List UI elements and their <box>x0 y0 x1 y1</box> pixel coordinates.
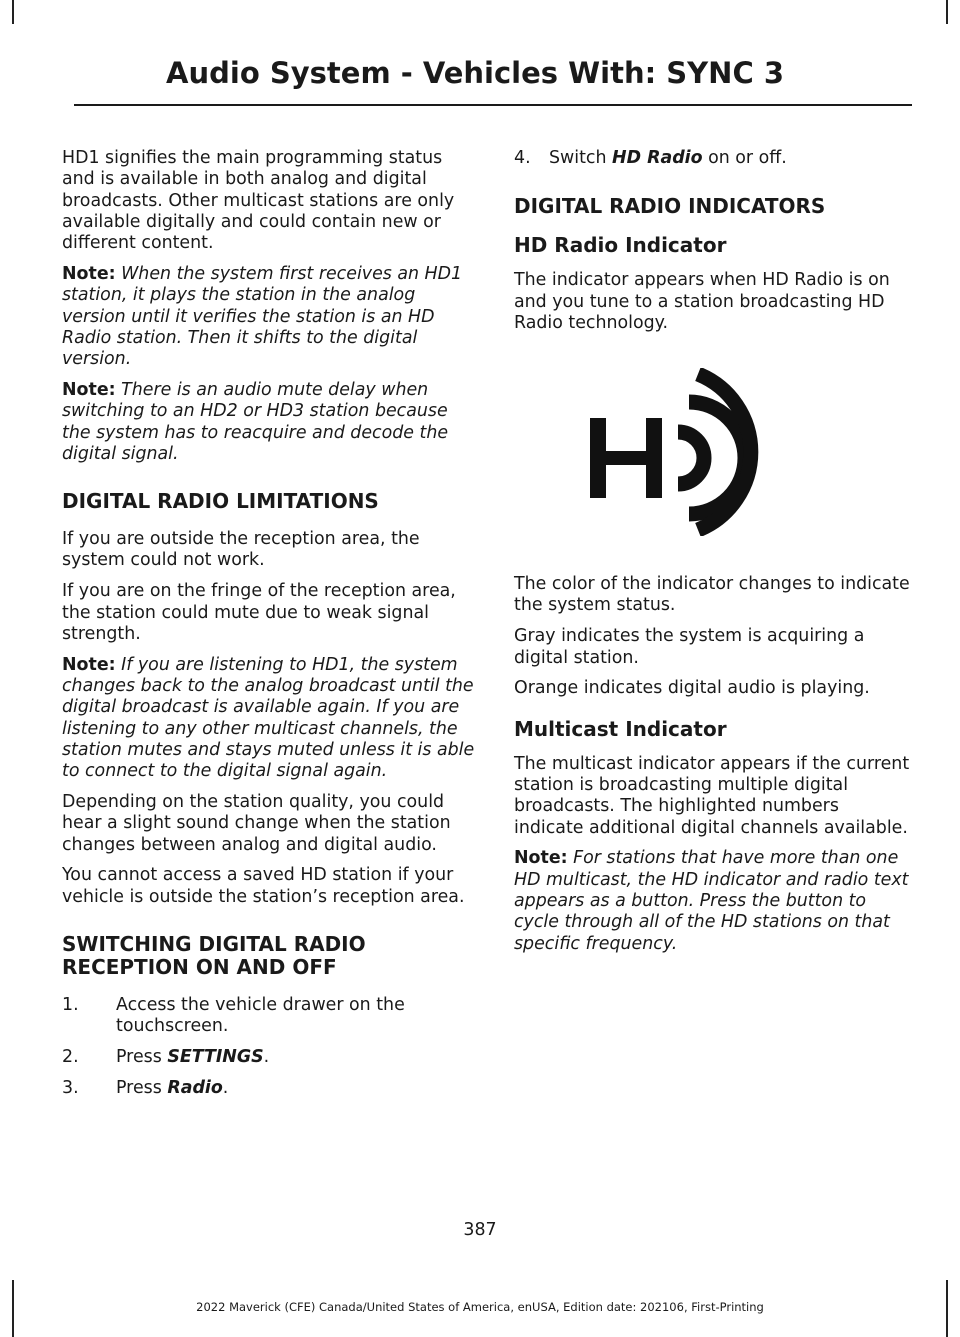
page-header-title: Audio System - Vehicles With: SYNC 3 <box>166 56 784 90</box>
note-text: There is an audio mute delay when switching to an HD2 or HD3 station because the system has to reacquire and decode the digital signal. <box>62 379 449 464</box>
step-text: Press <box>116 1047 168 1067</box>
heading-hd-radio-indicator: HD Radio Indicator <box>514 233 727 258</box>
orange-status-text: Orange indicates digital audio is playing. <box>514 678 870 699</box>
crop-mark-top-right <box>946 0 948 24</box>
note-text: If you are listening to HD1, the system changes back to the analog broadcast until the digital broadcast is available again. If you are listening to any other multicast channels, the station mutes and stays muted unless it is able to connect to the digital signal again. <box>62 654 475 782</box>
limitation-fringe-reception: If you are on the fringe of the reception area, the station could mute due to weak signal strength. <box>62 581 456 644</box>
note-hd1-analog <box>62 264 478 370</box>
note-label: Note: <box>62 654 116 675</box>
hd1-description: HD1 signifies the main programming status and is available in both analog and digital broadcasts. Other multicast stations are only available digitally and could contain new or different content. <box>62 148 455 254</box>
note-label: Note: <box>514 848 568 869</box>
step-emphasis: SETTINGS <box>167 1047 264 1067</box>
heading-switching-reception: SWITCHING DIGITAL RADIO RECEPTION ON AND OFF <box>62 931 366 979</box>
multicast-description: The multicast indicator appears if the current station is broadcasting multiple digital broadcasts. The highlighted numbers indicate additional digital channels available. <box>514 753 910 838</box>
step-4 <box>514 148 910 169</box>
step-number: 2. <box>62 1047 79 1067</box>
note-label: Note: <box>62 263 116 284</box>
heading-digital-radio-limitations: DIGITAL RADIO LIMITATIONS <box>62 489 379 514</box>
hd-indicator-description: The indicator appears when HD Radio is on and you tune to a station broadcasting HD Radio technology. <box>514 270 890 333</box>
step-text: Switch <box>549 148 613 168</box>
note-label: Note: <box>62 379 116 400</box>
gray-status-text: Gray indicates the system is acquiring a digital station. <box>514 626 865 668</box>
heading-digital-radio-indicators: DIGITAL RADIO INDICATORS <box>514 194 826 219</box>
header-rule <box>74 104 912 106</box>
switching-steps-list <box>62 995 478 1099</box>
saved-station-text: You cannot access a saved HD station if your vehicle is outside the station’s reception area. <box>62 865 465 907</box>
step-text: Press <box>116 1077 168 1098</box>
note-hd1-fallback <box>62 655 478 783</box>
note-multicast-button <box>514 848 910 954</box>
step-emphasis: HD Radio <box>612 148 703 168</box>
note-mute-delay <box>62 380 478 465</box>
station-quality-text: Depending on the station quality, you could hear a slight sound change when the station changes between analog and digital audio. <box>62 791 451 855</box>
step-number: 4. <box>514 148 531 168</box>
step-text: Access the vehicle drawer on the touchscreen. <box>116 994 405 1037</box>
step-emphasis: Radio <box>167 1077 223 1098</box>
limitation-outside-reception: If you are outside the reception area, the system could not work. <box>62 529 420 571</box>
heading-multicast-indicator: Multicast Indicator <box>514 716 727 741</box>
note-text: For stations that have more than one HD multicast, the HD indicator and radio text appears as a button. Press the button to cycle through all of the HD stations on that specific frequency. <box>514 848 909 954</box>
switching-steps-list-continued <box>514 148 910 169</box>
hd-radio-logo-icon <box>588 368 778 536</box>
step-3 <box>62 1078 478 1099</box>
step-number: 1. <box>62 994 79 1015</box>
step-1 <box>62 995 478 1038</box>
step-text-end: on or off. <box>702 148 787 168</box>
step-text-end: . <box>263 1047 270 1067</box>
page-number: 387 <box>463 1220 497 1240</box>
crop-mark-top-left <box>12 0 14 24</box>
right-column <box>514 148 910 964</box>
step-text-end: . <box>222 1077 229 1098</box>
note-text: When the system first receives an HD1 station, it plays the station in the analog version until it verifies the station is an HD Radio station. Then it shifts to the digital version. <box>62 263 463 370</box>
left-column <box>62 148 478 1109</box>
step-2 <box>62 1047 478 1068</box>
edition-footer: 2022 Maverick (CFE) Canada/United States of America, enUSA, Edition date: 202106, First-Printing <box>196 1300 764 1314</box>
indicator-color-text: The color of the indicator changes to indicate the system status. <box>514 574 910 616</box>
step-number: 3. <box>62 1077 79 1098</box>
